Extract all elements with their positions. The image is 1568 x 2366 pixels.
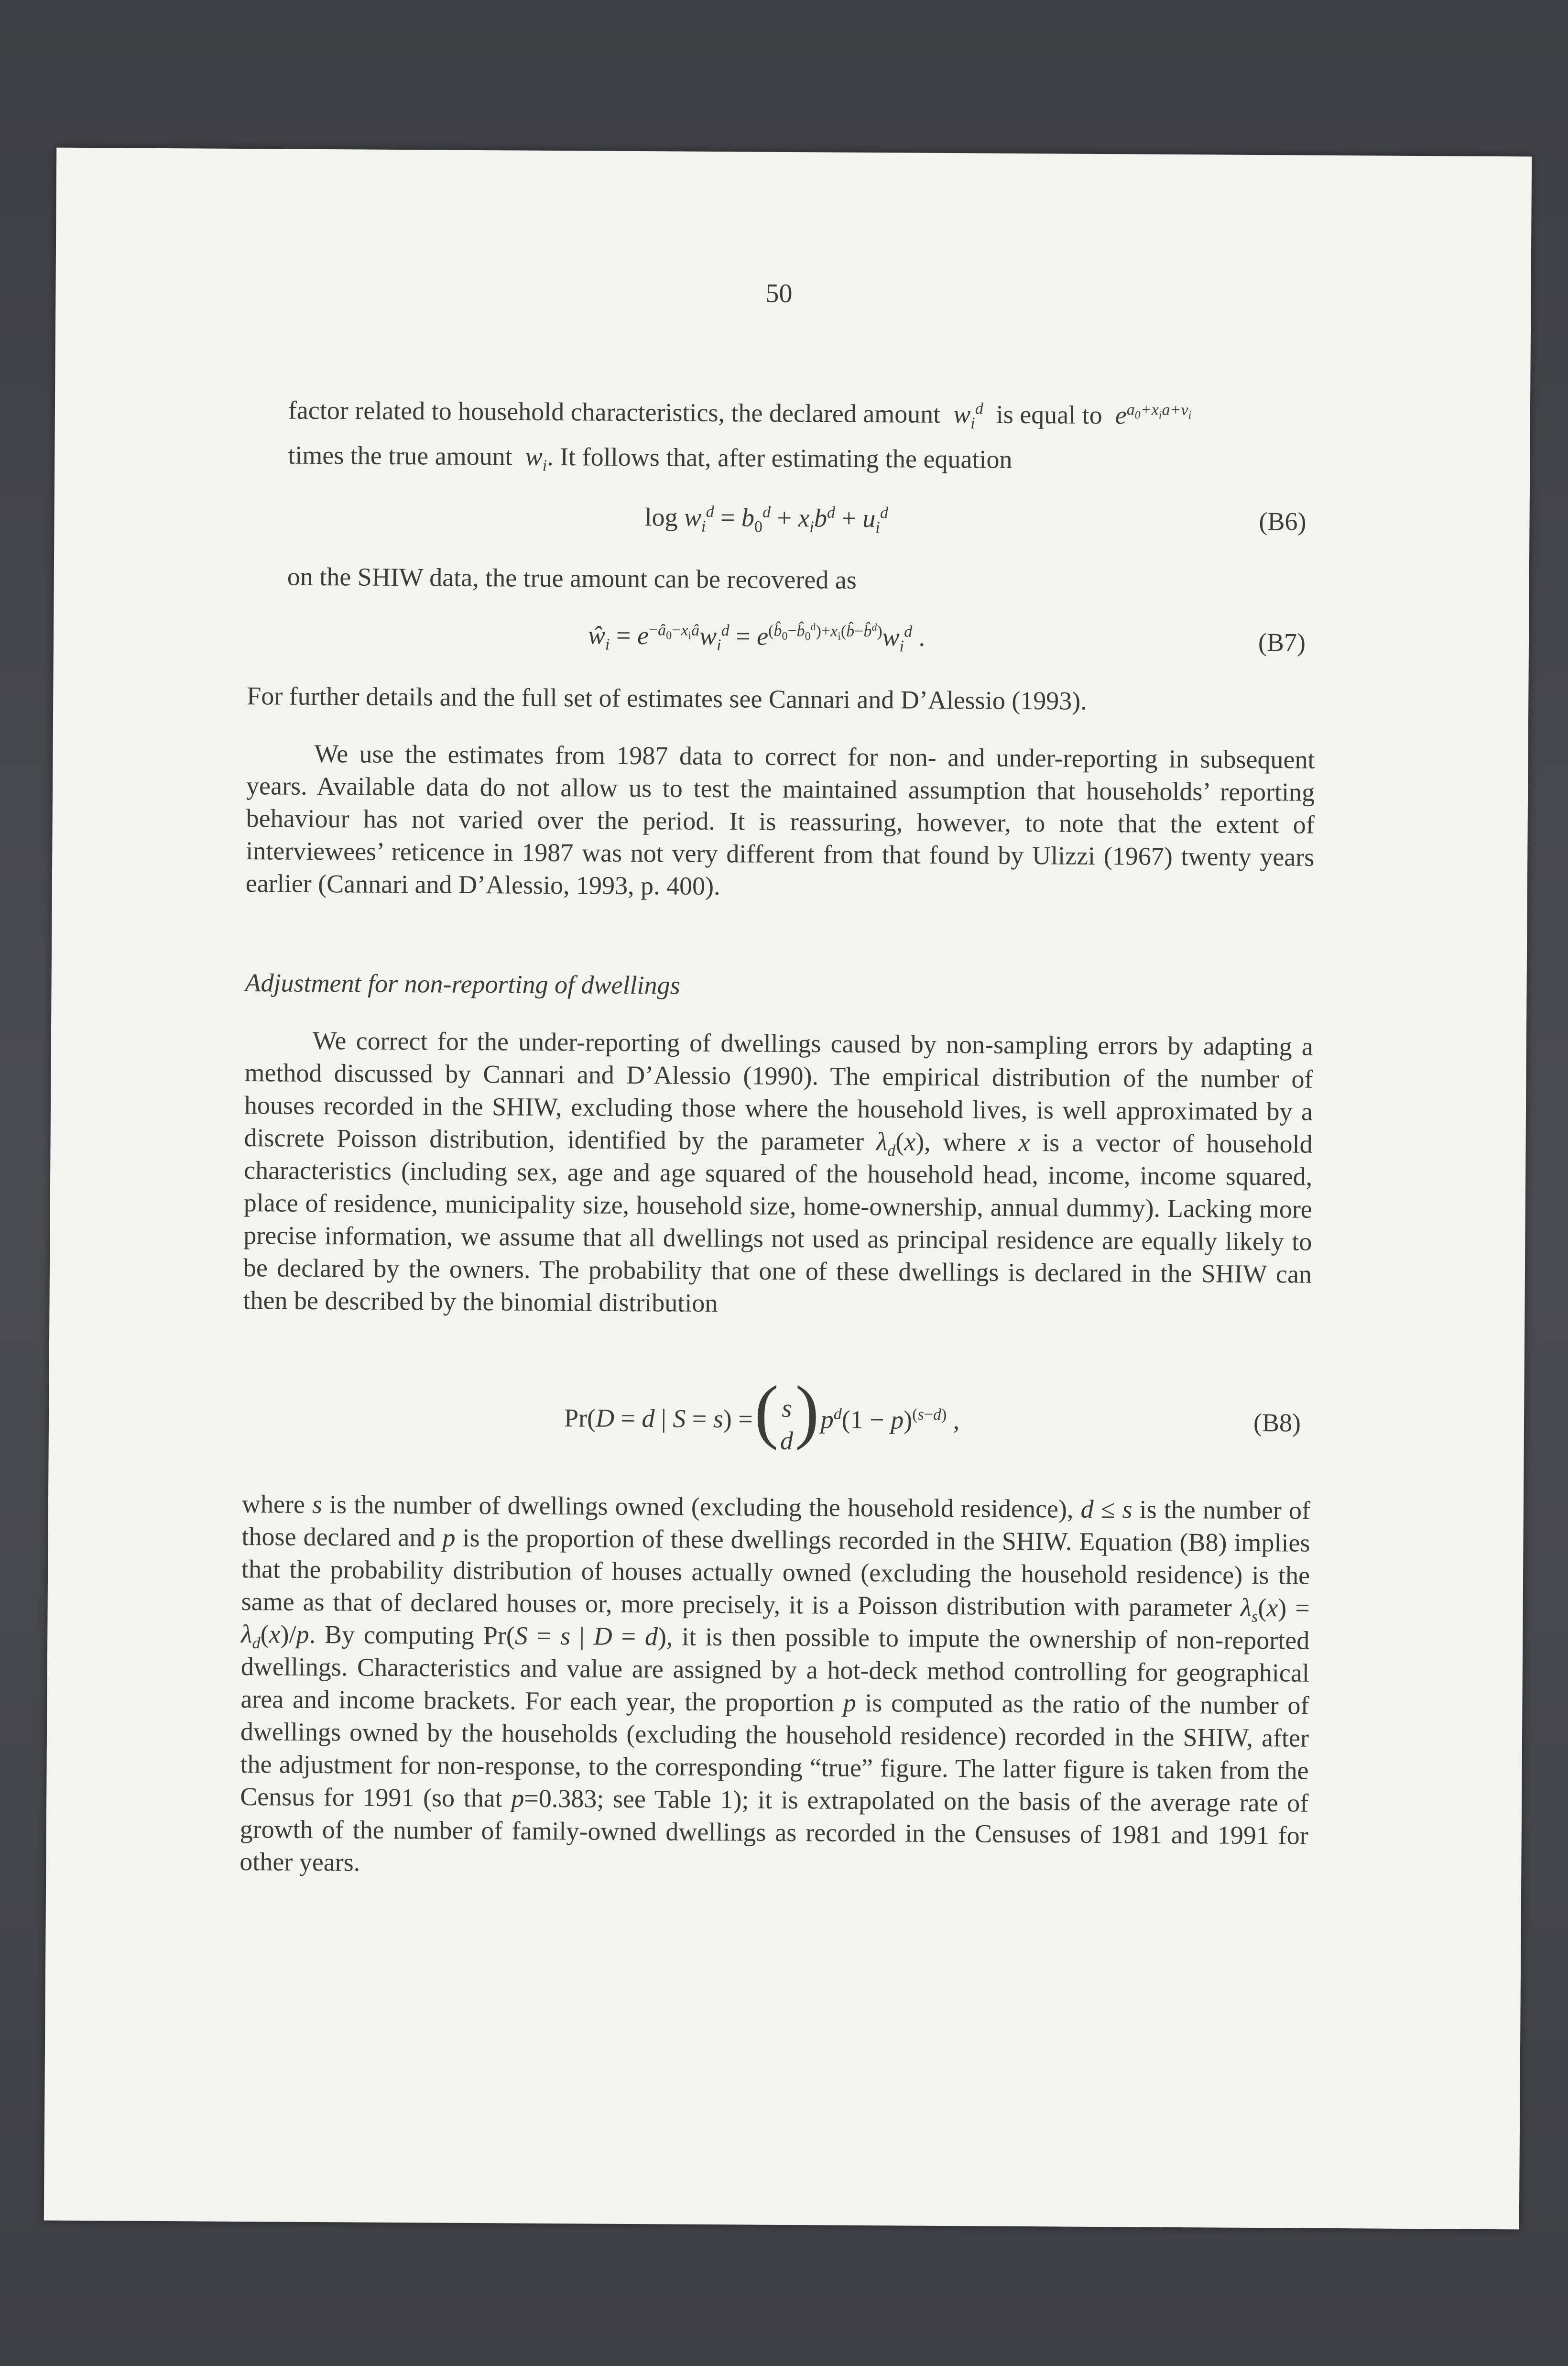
page-number: 50 — [765, 278, 793, 309]
equation-b7: $ŵ_i = e^{-â_0-x_iâ}w_i^d = e^{(b̂_0-b̂_0^d)+x_i(b̂-b̂^d)}w_i^d$ . — [588, 620, 926, 656]
paragraph-estimates: We use the estimates from 1987 data to correct for non- and under-reporting in subsequent years. Available data do not allow us to test the maintained assumption that households’ reporting behaviour has not varied over the period. It is reassuring, however, to note that the extent of interviewees’ reticence in 1987 was not very different from that found by Ulizzi (1967) twenty years earlier (Cannari and D’Alessio, 1993, p. 400). — [245, 739, 1315, 901]
intro-line-2-text-a: times the true amount — [288, 440, 512, 471]
paragraph-poisson-part4: is the proportion of these dwellings recorded in the SHIW. Equation (B8) implies that the probability distribution of houses actually owned (excluding the household residence) is the same as that of declared houses or, more precisely, it is a Poisson distribution with parameter — [241, 1523, 1310, 1622]
equation-b6: $\log w_i^d = b_0^d + x_ib^d + u_i^d$ — [644, 503, 889, 537]
further-details-line: For further details and the full set of estimates see Cannari and D’Alessio (1993). — [247, 681, 1087, 715]
p-symbol-2: p — [843, 1688, 856, 1717]
intro-line-1-text-b: is equal to — [996, 400, 1102, 429]
intro-line-2-text-b: . It follows that, after estimating the equation — [547, 442, 1013, 474]
document-page — [44, 148, 1532, 2230]
lambda-d-symbol: $\lambda_d(x)$, — [876, 1127, 931, 1160]
paragraph-dwellings-part2: where — [943, 1127, 1006, 1157]
paragraph-dwellings-part3: is a vector of household characteristics (including sex, age and age squared of the household head, income, income squared, place of residence, municipality size, household size, home-ownership, annual dummy). Lacking more precise information, we assume that all dwellings not used as principal residence are equally likely to be declared by the owners. The probability that one of these dwellings is declared in the SHIW can then be described by the binomial distribution — [243, 1128, 1313, 1318]
paragraph-dwellings — [243, 1024, 1313, 1323]
equation-b8-label: (B8) — [1253, 1408, 1301, 1437]
true-amount-symbol: $w_i$ — [519, 442, 547, 475]
paragraph-poisson-part5: . By computing — [309, 1620, 475, 1650]
equation-b8: Pr(D = d | S = s) = ( s d ) $p^d(1 - p)^{(s-d)}$ , — [564, 1375, 960, 1463]
paragraph-poisson-part8: =0.383; see Table 1); it is extrapolated on the basis of the average rate of growth of the number of family-owned dwellings as recorded in the Censuses of 1981 and 1991 for other years. — [240, 1784, 1309, 1877]
paragraph-poisson-part2: is the number of dwellings owned (excluding the household residence), — [329, 1490, 1074, 1523]
paragraph-dwellings-part1: We correct for the under-reporting of dwellings caused by non-sampling errors by adapting a method discussed by Cannari and D’Alessio (1990). The empirical distribution of the number of houses recorded in the SHIW, excluding those where the household lives, is well approximated by a discrete Poisson distribution, identified by the parameter — [244, 1026, 1314, 1156]
paragraph-poisson-part6: , it is then possible to impute the ownership of non-reported dwellings. Characteristics and value are assigned by a hot-deck method controlling for geographical area and income brackets. For each year, the proportion — [240, 1622, 1310, 1717]
paragraph-poisson-part1: where — [241, 1490, 305, 1519]
x-symbol: x — [1018, 1128, 1030, 1157]
s-symbol: s — [312, 1490, 323, 1519]
recover-line: on the SHIW data, the true amount can be recovered as — [287, 562, 857, 594]
paragraph-poisson-part3: is the number of those declared and — [241, 1495, 1311, 1552]
binomial-coefficient: ( s d ) — [754, 1371, 819, 1456]
prob-symbol: Pr(S = s | D = d) — [483, 1621, 667, 1651]
p-symbol-3: p — [511, 1784, 524, 1813]
d-leq-s-symbol: d ≤ s — [1080, 1494, 1132, 1524]
section-heading: Adjustment for non-reporting of dwellings — [245, 968, 680, 1000]
intro-line-1-text-a: factor related to household characteristics, the declared amount — [288, 395, 941, 428]
equation-b7-label: (B7) — [1258, 627, 1306, 657]
paragraph-poisson-part7: is computed as the ratio of the number of dwellings owned by the households (excluding the household residence) recorded in the SHIW, after the adjustment for non-response, to the corresponding “true” figure. The latter figure is taken from the Census for 1991 (so that — [240, 1688, 1309, 1813]
p-symbol-1: p — [442, 1523, 456, 1552]
declared-amount-symbol: $w_i^d$ — [947, 400, 983, 433]
exp-symbol: $e^{a_0+x_ia+v_i}$ — [1109, 401, 1192, 430]
lambda-s-symbol: $\lambda_s(x) = \lambda_d(x)/p$ — [241, 1593, 1310, 1653]
intro-line-2 — [288, 439, 1013, 476]
intro-line-1 — [288, 394, 1378, 433]
paragraph-poisson — [240, 1488, 1310, 1884]
equation-b6-label: (B6) — [1259, 506, 1307, 536]
